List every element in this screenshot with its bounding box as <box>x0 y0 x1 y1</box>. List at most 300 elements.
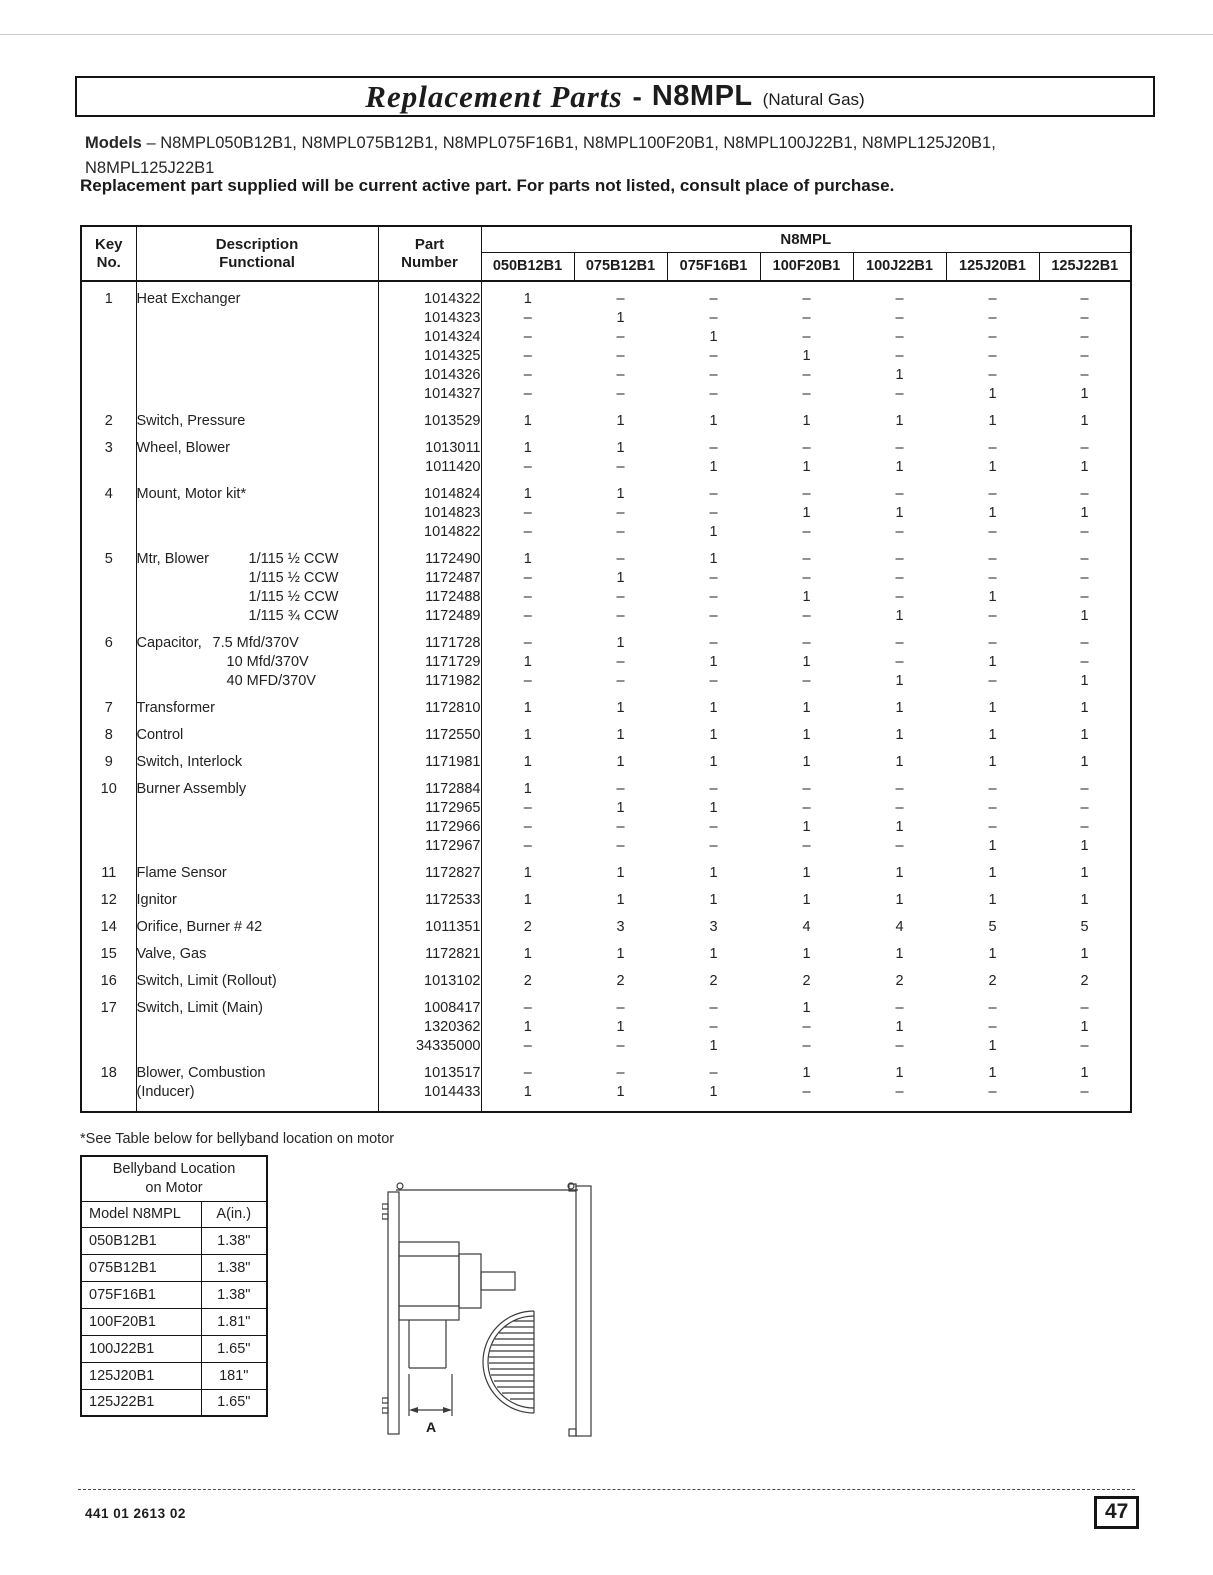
description-cell <box>136 588 378 607</box>
description-cell: Capacitor, 7.5 Mfd/370V <box>136 626 378 653</box>
qty-cell: – <box>523 1000 532 1016</box>
qty-cell: – <box>895 800 904 816</box>
qty-cell: – <box>523 459 532 475</box>
header-key-no: Key No. <box>81 226 136 281</box>
qty-cell: – <box>895 570 904 586</box>
qty-cell: – <box>523 386 532 402</box>
description-cell: Switch, Interlock <box>136 745 378 772</box>
parts-row <box>81 458 1131 477</box>
qty-cell: 1 <box>616 1019 625 1035</box>
part-number-cell: 1014822 <box>378 523 481 542</box>
qty-cell: – <box>802 386 811 402</box>
qty-cell: – <box>895 1084 904 1100</box>
qty-cell: 1 <box>709 413 718 429</box>
qty-cell: 1 <box>616 570 625 586</box>
bellyband-a-cell: 1.65" <box>201 1335 267 1362</box>
description-cell: Valve, Gas <box>136 937 378 964</box>
description-cell <box>136 385 378 404</box>
qty-cell: – <box>616 589 625 605</box>
qty-cell: 1 <box>523 946 532 962</box>
qty-cell: 1 <box>802 892 811 908</box>
description-cell: Heat Exchanger <box>136 281 378 309</box>
qty-cell: – <box>988 781 997 797</box>
qty-cell: – <box>709 348 718 364</box>
qty-cell: – <box>616 348 625 364</box>
page-title <box>75 76 1155 117</box>
key-cell <box>81 328 136 347</box>
qty-cell: 1 <box>709 1038 718 1054</box>
qty-cell: 1 <box>802 727 811 743</box>
qty-cell: – <box>1080 310 1089 326</box>
parts-row <box>81 431 1131 458</box>
qty-cell: – <box>802 838 811 854</box>
qty-cell: 1 <box>616 1084 625 1100</box>
key-cell <box>81 458 136 477</box>
parts-row <box>81 523 1131 542</box>
qty-cell: – <box>523 800 532 816</box>
parts-row <box>81 281 1131 309</box>
parts-row <box>81 837 1131 856</box>
qty-cell: – <box>1080 486 1089 502</box>
description-cell <box>136 1018 378 1037</box>
qty-cell: 1 <box>802 459 811 475</box>
qty-cell: – <box>523 1038 532 1054</box>
qty-cell: 1 <box>616 800 625 816</box>
qty-cell: – <box>523 1065 532 1081</box>
qty-cell: 1 <box>988 865 997 881</box>
part-number-cell: 1013517 <box>378 1056 481 1083</box>
qty-cell: – <box>895 291 904 307</box>
part-number-cell: 1172490 <box>378 542 481 569</box>
bellyband-a-cell: 1.38" <box>201 1254 267 1281</box>
qty-cell: 1 <box>709 892 718 908</box>
qty-cell: – <box>1080 819 1089 835</box>
qty-cell: – <box>895 589 904 605</box>
bellyband-model-cell: 125J22B1 <box>81 1389 201 1416</box>
header-family: N8MPL <box>481 226 1131 252</box>
qty-cell: 1 <box>1080 608 1089 624</box>
qty-cell: 1 <box>1080 505 1089 521</box>
qty-cell: 1 <box>988 1065 997 1081</box>
qty-cell: – <box>709 386 718 402</box>
description-sub: 1/115 ½ CCW <box>248 570 339 586</box>
qty-cell: – <box>988 819 997 835</box>
part-number-cell: 1171729 <box>378 653 481 672</box>
key-cell: 12 <box>81 883 136 910</box>
part-number-cell: 1172550 <box>378 718 481 745</box>
bellyband-section <box>80 1155 268 1417</box>
qty-cell: 1 <box>988 754 997 770</box>
qty-cell: – <box>709 819 718 835</box>
header-model-075B12B1: 075B12B1 <box>574 252 667 281</box>
qty-cell: 1 <box>523 440 532 456</box>
description-cell <box>136 366 378 385</box>
parts-row <box>81 856 1131 883</box>
parts-row <box>81 309 1131 328</box>
description-cell: Switch, Pressure <box>136 404 378 431</box>
key-cell <box>81 1083 136 1112</box>
qty-cell: – <box>709 440 718 456</box>
qty-cell: 1 <box>802 754 811 770</box>
part-number-cell: 1014322 <box>378 281 481 309</box>
bellyband-row <box>81 1227 267 1254</box>
qty-cell: 1 <box>895 413 904 429</box>
qty-cell: 1 <box>523 754 532 770</box>
description-cell <box>136 607 378 626</box>
qty-cell: – <box>988 635 997 651</box>
parts-row <box>81 937 1131 964</box>
qty-cell: 1 <box>616 892 625 908</box>
qty-cell: 1 <box>523 654 532 670</box>
part-number-cell: 34335000 <box>378 1037 481 1056</box>
qty-cell: 1 <box>988 386 997 402</box>
parts-row <box>81 653 1131 672</box>
qty-cell: – <box>709 1000 718 1016</box>
description-sub: 40 MFD/370V <box>226 673 316 689</box>
qty-cell: 1 <box>1080 865 1089 881</box>
qty-cell: – <box>1080 551 1089 567</box>
description-cell <box>136 458 378 477</box>
bellyband-model-cell: 075B12B1 <box>81 1254 201 1281</box>
key-cell: 15 <box>81 937 136 964</box>
bellyband-col-a: A(in.) <box>201 1201 267 1227</box>
parts-row <box>81 799 1131 818</box>
description-cell: Ignitor <box>136 883 378 910</box>
part-number-cell: 1011420 <box>378 458 481 477</box>
key-cell <box>81 607 136 626</box>
models-label: Models <box>85 134 142 152</box>
qty-cell: 1 <box>709 329 718 345</box>
qty-cell: 1 <box>1080 946 1089 962</box>
part-number-cell: 1172965 <box>378 799 481 818</box>
qty-cell: 1 <box>1080 838 1089 854</box>
key-cell <box>81 385 136 404</box>
qty-cell: – <box>895 1038 904 1054</box>
qty-cell: – <box>895 486 904 502</box>
key-cell: 2 <box>81 404 136 431</box>
key-cell <box>81 347 136 366</box>
parts-row <box>81 745 1131 772</box>
qty-cell: – <box>802 486 811 502</box>
qty-cell: 1 <box>895 865 904 881</box>
qty-cell: 1 <box>802 505 811 521</box>
qty-cell: – <box>988 673 997 689</box>
models-text-line2: N8MPL125J22B1 <box>85 159 215 177</box>
bellyband-row <box>81 1308 267 1335</box>
qty-cell: 1 <box>616 440 625 456</box>
qty-cell: – <box>895 654 904 670</box>
qty-cell: – <box>709 291 718 307</box>
part-number-cell: 1172488 <box>378 588 481 607</box>
parts-row <box>81 542 1131 569</box>
header-model-125J22B1: 125J22B1 <box>1039 252 1131 281</box>
key-cell: 16 <box>81 964 136 991</box>
qty-cell: 1 <box>523 486 532 502</box>
qty-cell: – <box>988 440 997 456</box>
bellyband-model-cell: 125J20B1 <box>81 1362 201 1389</box>
header-description: Description Functional <box>136 226 378 281</box>
bellyband-table-body <box>81 1227 267 1416</box>
qty-cell: 2 <box>802 973 811 989</box>
qty-cell: – <box>1080 440 1089 456</box>
qty-cell: – <box>523 524 532 540</box>
qty-cell: – <box>709 838 718 854</box>
qty-cell: 1 <box>616 727 625 743</box>
bellyband-model-cell: 100F20B1 <box>81 1308 201 1335</box>
qty-cell: – <box>1080 654 1089 670</box>
qty-cell: 1 <box>709 700 718 716</box>
description-sub: 1/115 ¾ CCW <box>248 608 339 624</box>
qty-cell: – <box>802 800 811 816</box>
part-number-cell: 1014323 <box>378 309 481 328</box>
qty-cell: 1 <box>523 413 532 429</box>
header-model-125J20B1: 125J20B1 <box>946 252 1039 281</box>
qty-cell: – <box>988 310 997 326</box>
scan-edge-line <box>0 34 1213 35</box>
qty-cell: – <box>523 310 532 326</box>
parts-row <box>81 772 1131 799</box>
qty-cell: 1 <box>988 413 997 429</box>
qty-cell: – <box>616 1038 625 1054</box>
qty-cell: 1 <box>988 892 997 908</box>
qty-cell: – <box>895 310 904 326</box>
qty-cell: – <box>1080 800 1089 816</box>
qty-cell: – <box>895 386 904 402</box>
qty-cell: – <box>709 1019 718 1035</box>
description-cell <box>136 523 378 542</box>
header-model-075F16B1: 075F16B1 <box>667 252 760 281</box>
key-cell <box>81 523 136 542</box>
qty-cell: 1 <box>523 892 532 908</box>
description-cell: Wheel, Blower <box>136 431 378 458</box>
parts-row <box>81 883 1131 910</box>
qty-cell: – <box>709 781 718 797</box>
description-cell <box>136 1037 378 1056</box>
qty-cell: 4 <box>895 919 904 935</box>
qty-cell: 1 <box>1080 413 1089 429</box>
qty-cell: 1 <box>802 589 811 605</box>
description-cell <box>136 328 378 347</box>
qty-cell: – <box>988 291 997 307</box>
qty-cell: – <box>895 635 904 651</box>
qty-cell: 2 <box>988 973 997 989</box>
parts-row <box>81 672 1131 691</box>
part-number-cell: 1171728 <box>378 626 481 653</box>
part-number-cell: 1011351 <box>378 910 481 937</box>
part-number-cell: 1171982 <box>378 672 481 691</box>
part-number-cell: 1014324 <box>378 328 481 347</box>
part-number-cell: 1013102 <box>378 964 481 991</box>
qty-cell: – <box>523 329 532 345</box>
key-cell: 5 <box>81 542 136 569</box>
qty-cell: 1 <box>523 865 532 881</box>
qty-cell: – <box>616 291 625 307</box>
part-number-cell: 1014823 <box>378 504 481 523</box>
key-cell: 8 <box>81 718 136 745</box>
qty-cell: – <box>1080 291 1089 307</box>
qty-cell: – <box>895 329 904 345</box>
description-cell: Orifice, Burner # 42 <box>136 910 378 937</box>
key-cell: 3 <box>81 431 136 458</box>
qty-cell: – <box>616 524 625 540</box>
qty-cell: 1 <box>988 654 997 670</box>
parts-row <box>81 1037 1131 1056</box>
qty-cell: – <box>988 329 997 345</box>
qty-cell: 1 <box>895 1019 904 1035</box>
qty-cell: – <box>1080 367 1089 383</box>
qty-cell: – <box>802 570 811 586</box>
qty-cell: 1 <box>895 459 904 475</box>
key-cell <box>81 309 136 328</box>
bellyband-row <box>81 1389 267 1416</box>
qty-cell: – <box>802 524 811 540</box>
qty-cell: – <box>616 386 625 402</box>
qty-cell: 1 <box>1080 1019 1089 1035</box>
qty-cell: – <box>616 781 625 797</box>
qty-cell: – <box>1080 781 1089 797</box>
header-model-050B12B1: 050B12B1 <box>481 252 574 281</box>
qty-cell: 2 <box>895 973 904 989</box>
qty-cell: – <box>616 367 625 383</box>
qty-cell: 1 <box>988 505 997 521</box>
qty-cell: 1 <box>616 486 625 502</box>
parts-row <box>81 328 1131 347</box>
qty-cell: 1 <box>1080 754 1089 770</box>
parts-row <box>81 964 1131 991</box>
qty-cell: 1 <box>709 727 718 743</box>
key-cell: 6 <box>81 626 136 653</box>
qty-cell: – <box>802 673 811 689</box>
parts-table-body <box>81 281 1131 1112</box>
part-number-cell: 1014824 <box>378 477 481 504</box>
description-cell <box>136 569 378 588</box>
qty-cell: – <box>709 570 718 586</box>
key-cell: 14 <box>81 910 136 937</box>
key-cell: 11 <box>81 856 136 883</box>
qty-cell: 1 <box>709 654 718 670</box>
qty-cell: – <box>1080 1038 1089 1054</box>
key-cell <box>81 504 136 523</box>
qty-cell: 1 <box>895 754 904 770</box>
qty-cell: – <box>988 1084 997 1100</box>
parts-row <box>81 569 1131 588</box>
qty-cell: 1 <box>709 754 718 770</box>
part-number-cell: 1171981 <box>378 745 481 772</box>
qty-cell: 1 <box>895 700 904 716</box>
key-cell <box>81 1018 136 1037</box>
qty-cell: – <box>709 608 718 624</box>
parts-row <box>81 718 1131 745</box>
qty-cell: 1 <box>616 310 625 326</box>
blower-motor-drawing <box>382 1176 612 1451</box>
key-cell: 4 <box>81 477 136 504</box>
parts-row <box>81 588 1131 607</box>
description-cell: Mtr, Blower 1/115 ½ CCW <box>136 542 378 569</box>
description-cell <box>136 837 378 856</box>
parts-row <box>81 1056 1131 1083</box>
qty-cell: 2 <box>1080 973 1089 989</box>
bellyband-a-cell: 1.81" <box>201 1308 267 1335</box>
parts-row <box>81 910 1131 937</box>
part-number-cell: 1172967 <box>378 837 481 856</box>
qty-cell: – <box>616 608 625 624</box>
qty-cell: 1 <box>616 700 625 716</box>
part-number-cell: 1014325 <box>378 347 481 366</box>
qty-cell: 1 <box>1080 1065 1089 1081</box>
qty-cell: – <box>523 570 532 586</box>
qty-cell: 1 <box>523 291 532 307</box>
part-number-cell: 1172489 <box>378 607 481 626</box>
qty-cell: – <box>895 551 904 567</box>
qty-cell: 1 <box>895 608 904 624</box>
qty-cell: – <box>802 440 811 456</box>
qty-cell: 1 <box>523 727 532 743</box>
parts-row <box>81 477 1131 504</box>
description-cell <box>136 653 378 672</box>
qty-cell: – <box>988 486 997 502</box>
description-sub: 1/115 ½ CCW <box>248 551 339 567</box>
qty-cell: 1 <box>988 946 997 962</box>
description-cell <box>136 309 378 328</box>
description-cell <box>136 504 378 523</box>
qty-cell: – <box>988 800 997 816</box>
part-number-cell: 1014433 <box>378 1083 481 1112</box>
qty-cell: 3 <box>709 919 718 935</box>
qty-cell: 2 <box>616 973 625 989</box>
parts-table <box>80 225 1132 1113</box>
qty-cell: 1 <box>895 727 904 743</box>
document-number: 441 01 2613 02 <box>85 1506 186 1521</box>
parts-row <box>81 1018 1131 1037</box>
part-number-cell: 1172821 <box>378 937 481 964</box>
qty-cell: – <box>1080 570 1089 586</box>
qty-cell: – <box>523 838 532 854</box>
qty-cell: 1 <box>616 754 625 770</box>
qty-cell: 1 <box>895 1065 904 1081</box>
key-cell <box>81 1037 136 1056</box>
qty-cell: 1 <box>1080 673 1089 689</box>
description-sub: 10 Mfd/370V <box>226 654 309 670</box>
qty-cell: 1 <box>616 865 625 881</box>
qty-cell: – <box>1080 524 1089 540</box>
key-cell: 7 <box>81 691 136 718</box>
qty-cell: – <box>802 1019 811 1035</box>
description-cell <box>136 799 378 818</box>
qty-cell: – <box>523 673 532 689</box>
bellyband-row <box>81 1335 267 1362</box>
qty-cell: 2 <box>523 919 532 935</box>
qty-cell: 4 <box>802 919 811 935</box>
qty-cell: 5 <box>1080 919 1089 935</box>
parts-row <box>81 504 1131 523</box>
part-number-cell: 1172884 <box>378 772 481 799</box>
qty-cell: – <box>523 819 532 835</box>
qty-cell: 1 <box>802 1065 811 1081</box>
qty-cell: – <box>709 486 718 502</box>
page-number: 47 <box>1094 1496 1139 1529</box>
replacement-note: Replacement part supplied will be current active part. For parts not listed, consult place of purchase. <box>80 176 895 195</box>
qty-cell: 1 <box>523 1019 532 1035</box>
models-list <box>85 131 1155 181</box>
qty-cell: 1 <box>709 551 718 567</box>
parts-row <box>81 607 1131 626</box>
qty-cell: 1 <box>709 800 718 816</box>
part-number-cell: 1014327 <box>378 385 481 404</box>
qty-cell: – <box>616 673 625 689</box>
qty-cell: – <box>895 524 904 540</box>
qty-cell: – <box>988 608 997 624</box>
key-cell <box>81 672 136 691</box>
